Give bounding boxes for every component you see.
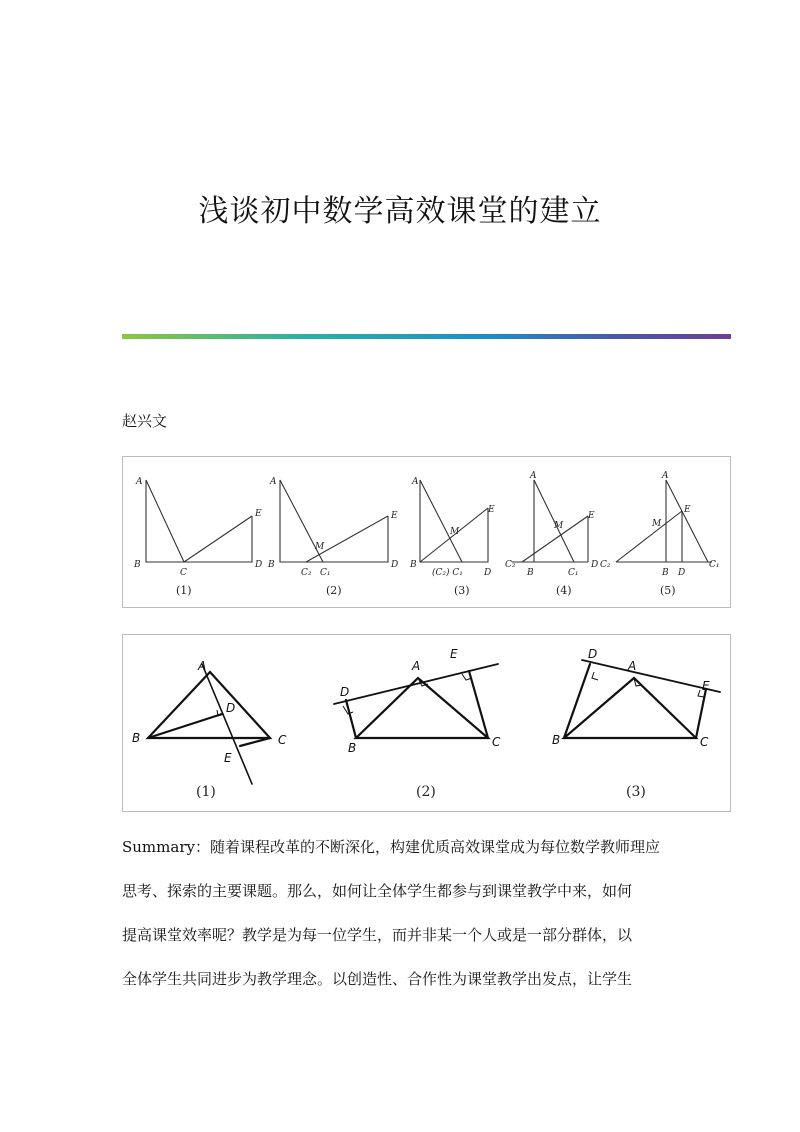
- fig2-p1-label-b: B: [132, 731, 141, 745]
- summary-line: Summary：随着课程改革的不断深化，构建优质高效课堂成为每位数学教师理应: [122, 838, 660, 856]
- fig1-p5-label-e: E: [684, 505, 691, 515]
- fig2-p3-label-e: E: [702, 679, 710, 693]
- fig1-p5-label-c1: C₁: [709, 560, 720, 570]
- fig2-p1-label-d: D: [226, 701, 236, 715]
- summary-line: 全体学生共同进步为教学理念。以创造性、合作性为课堂教学出发点，让学生: [122, 970, 633, 988]
- fig1-p3-label-d: D: [484, 568, 492, 578]
- page-title: 浅谈初中数学高效课堂的建立: [198, 194, 602, 229]
- fig2-p2-label-e: E: [450, 647, 458, 661]
- fig1-p1-label-c: C: [180, 568, 187, 578]
- figure-2: [122, 634, 731, 812]
- fig2-caption-2: (2): [416, 784, 436, 800]
- summary-line: 思考、探索的主要课题。那么，如何让全体学生都参与到课堂教学中来，如何: [122, 882, 633, 900]
- fig2-p3-label-a: A: [628, 659, 637, 673]
- fig1-p5-label-m: M: [652, 519, 662, 529]
- fig2-p2-label-d: D: [340, 685, 350, 699]
- fig1-caption-4: (4): [556, 584, 572, 597]
- fig1-p5-label-d: D: [678, 568, 686, 578]
- summary-paragraph: [122, 836, 722, 1012]
- fig2-p1-label-e: E: [224, 751, 232, 765]
- fig2-p1-label-a: A: [198, 659, 207, 673]
- fig1-p4-label-b: B: [527, 568, 534, 578]
- fig1-p3-label-c2c1: (C₂) C₁: [432, 568, 463, 578]
- fig1-p1-label-d: D: [255, 560, 263, 570]
- fig1-p1-label-a: A: [136, 477, 143, 487]
- summary-line: 提高课堂效率呢？教学是为每一位学生，而并非某一个人或是一部分群体，以: [122, 926, 633, 944]
- fig1-p3-label-b: B: [410, 560, 417, 570]
- fig1-p3-label-a: A: [412, 477, 419, 487]
- fig2-p1-label-c: C: [278, 733, 287, 747]
- fig1-p4-label-c2: C₂: [505, 560, 516, 570]
- fig1-p2-label-m: M: [315, 542, 325, 552]
- fig1-p4-label-d: D: [591, 560, 599, 570]
- fig1-p4-label-c1: C₁: [568, 568, 579, 578]
- fig1-p2-label-c2: C₂: [301, 568, 312, 578]
- fig1-p2-label-c1: C₁: [320, 568, 331, 578]
- fig1-caption-2: (2): [326, 584, 342, 597]
- fig1-caption-5: (5): [660, 584, 676, 597]
- fig1-p4-label-e: E: [588, 511, 595, 521]
- fig1-p2-label-b: B: [268, 560, 275, 570]
- fig2-p3-label-c: C: [700, 735, 709, 749]
- fig1-p4-label-m: M: [554, 521, 564, 531]
- fig1-caption-3: (3): [454, 584, 470, 597]
- fig2-p3-label-d: D: [588, 647, 598, 661]
- figure-1: [122, 456, 731, 608]
- author-name: 赵兴文: [122, 412, 168, 430]
- fig1-p2-label-a: A: [270, 477, 277, 487]
- figure-1-drawing: [122, 456, 731, 608]
- fig1-p5-label-a: A: [662, 471, 669, 481]
- fig1-p5-label-b: B: [662, 568, 669, 578]
- fig1-p3-label-e: E: [488, 505, 495, 515]
- fig1-p4-label-a: A: [530, 471, 537, 481]
- fig1-caption-1: (1): [176, 584, 192, 597]
- figure-2-drawing: [122, 634, 731, 812]
- fig2-p2-label-c: C: [492, 735, 501, 749]
- fig1-p2-label-d: D: [391, 560, 399, 570]
- fig1-p1-label-b: B: [134, 560, 141, 570]
- fig2-p3-label-b: B: [552, 733, 561, 747]
- fig1-p5-label-c2: C₂: [600, 560, 611, 570]
- fig2-p2-label-a: A: [412, 659, 421, 673]
- fig2-caption-3: (3): [626, 784, 646, 800]
- fig2-p2-label-b: B: [348, 741, 357, 755]
- fig1-p1-label-e: E: [255, 509, 262, 519]
- title-divider: [122, 334, 731, 339]
- fig2-caption-1: (1): [196, 784, 216, 800]
- fig1-p2-label-e: E: [391, 511, 398, 521]
- fig1-p3-label-m: M: [450, 527, 460, 537]
